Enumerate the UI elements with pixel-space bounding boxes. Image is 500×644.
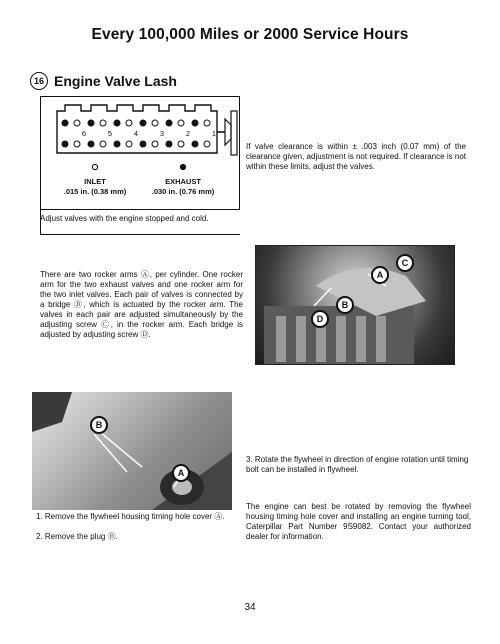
diagram-bracket-horizontal <box>40 234 240 235</box>
callout-b: B <box>90 416 108 434</box>
cylinder-number: 6 <box>81 129 87 138</box>
inlet-label: INLET <box>84 177 106 186</box>
step-2: 2. Remove the plug Ⓑ. <box>36 532 118 541</box>
flywheel-housing-photo-art <box>32 392 232 510</box>
cylinder-number: 3 <box>159 129 165 138</box>
cylinder-number: 5 <box>107 129 113 138</box>
rocker-arm-photo-art <box>256 246 455 365</box>
rocker-paragraph: There are two rocker arms Ⓐ, per cylinder. One rocker arm for the two exhaust valves and one rocker arm for the two inlet valves. Each pair of valves is connected by a bridge Ⓑ, which is actuated by the rocker arm. The valves in each pair are adjusted simultaneously by the adjusting screw Ⓒ, in the rocker arm. Each bridge is adjusted by adjusting screw Ⓓ. <box>40 270 243 339</box>
callout-a: A <box>172 464 190 482</box>
section-title: Engine Valve Lash <box>54 73 177 89</box>
callout-a: A <box>371 266 389 284</box>
step-1: 1. Remove the flywheel housing timing hole cover Ⓐ. <box>36 512 225 521</box>
callout-b: B <box>336 296 354 314</box>
flywheel-housing-photo <box>32 392 232 510</box>
cylinder-number: 2 <box>185 129 191 138</box>
callout-d: D <box>311 310 329 328</box>
exhaust-value: .030 in. (0.76 mm) <box>151 187 215 196</box>
exhaust-label: EXHAUST <box>165 177 201 186</box>
rotation-paragraph: The engine can best be rotated by removing the flywheel housing timing hole cover and installing an engine turning tool, Caterpillar Part Number 9S9082. Contact your authorized dealer for information. <box>246 502 471 541</box>
clearance-paragraph: If valve clearance is within ± .003 inch (0.07 mm) of the clearance given, adjustment is not required. If clearance is not within these limits, adjust the valves. <box>246 142 466 171</box>
inlet-symbol <box>92 164 97 169</box>
inlet-value: .015 in. (0.38 mm) <box>63 187 127 196</box>
callout-c: C <box>396 254 414 272</box>
rocker-arm-photo <box>255 245 455 365</box>
step-3: 3. Rotate the flywheel in direction of engine rotation until timing bolt can be installed in flywheel. <box>246 455 469 474</box>
adjust-note: Adjust valves with the engine stopped and cold. <box>40 214 209 223</box>
exhaust-symbol <box>180 164 185 169</box>
page-number: 34 <box>244 602 256 613</box>
section-heading <box>30 70 177 92</box>
page-title: Every 100,000 Miles or 2000 Service Hours <box>91 26 409 43</box>
cylinder-number: 4 <box>133 129 139 138</box>
section-number-badge: 16 <box>30 72 48 90</box>
valve-diagram <box>40 96 240 210</box>
cylinder-number: 1 <box>211 129 217 138</box>
